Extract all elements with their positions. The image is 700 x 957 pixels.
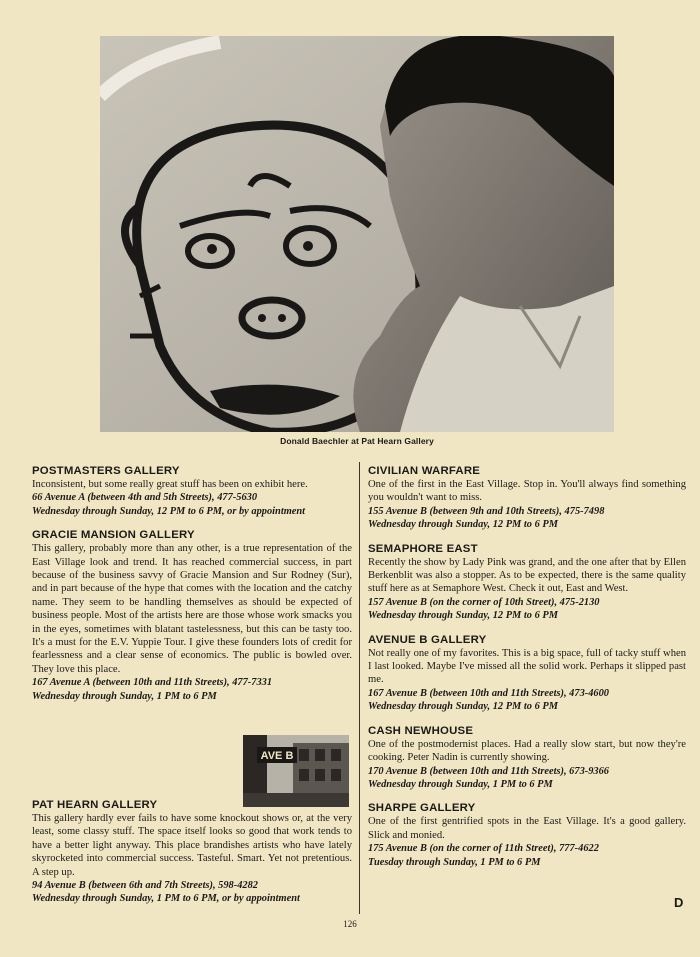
column-divider: [359, 462, 360, 914]
artist-photo: [100, 36, 614, 432]
page-number: 126: [343, 919, 357, 929]
gallery-name: POSTMASTERS GALLERY: [32, 465, 180, 477]
gallery-entry: [32, 798, 352, 906]
gallery-description: One of the postmodernist places. Had a really slow start, but now they're cooking. Peter Nadin is currently showing.: [368, 738, 686, 764]
gallery-entry: [368, 464, 686, 532]
gallery-name: AVENUE B GALLERY: [368, 633, 487, 646]
gallery-entry: [368, 801, 686, 869]
gallery-description: Recently the show by Lady Pink was grand, and the one after that by Ellen Berkenblit was also a stopper. As to be expected, there is the same quality stuff here as at Semaphore West. Check it out, East and West.: [368, 556, 686, 595]
gallery-description: One of the first gentrified spots in the East Village. It's a good gallery. Slick and monied.: [368, 816, 686, 841]
gallery-entry: [32, 528, 352, 703]
photo-drawing: [100, 36, 614, 432]
gallery-hours: Wednesday through Sunday, 1 PM to 6 PM, or by appointment: [32, 893, 300, 905]
gallery-address: 167 Avenue A (between 10th and 11th Streets), 477-7331: [32, 677, 273, 689]
gallery-entry: [368, 724, 686, 792]
gallery-entry: [368, 542, 686, 623]
gallery-description: This gallery, probably more than any other, is a true representation of the East Village look and trend. It has reached commercial success, in part because of the business savvy of Gracie Mansion and Sur Rodney (Sur), and in part because of the hype that comes with the location and the catchy name. They seem to be handling themselves as should be expected of business people. Most of the artists here are those whose work smacks you in the eyes, sometimes with blatant tastelessness, but this can be tasty too. It's a must for the E.V. Yuppie Tour. I give these founders lots of credit for fearlessness and a clear sense of economics. The public is bowled over. They love this place.: [32, 543, 352, 675]
gallery-name: SHARPE GALLERY: [368, 802, 476, 815]
gallery-hours: Wednesday through Sunday, 1 PM to 6 PM: [32, 690, 217, 702]
gallery-description: Inconsistent, but some really great stuff has been on exhibit here.: [32, 479, 308, 490]
gallery-hours: Wednesday through Sunday, 12 PM to 6 PM: [368, 701, 558, 713]
section-mark: D: [674, 895, 684, 910]
gallery-address: 94 Avenue B (between 6th and 7th Streets), 598-4282: [32, 880, 258, 892]
gallery-address: 175 Avenue B (on the corner of 11th Street), 777-4622: [368, 843, 599, 855]
gallery-address: 167 Avenue B (between 10th and 11th Streets), 473-4600: [368, 687, 610, 699]
gallery-name: GRACIE MANSION GALLERY: [32, 529, 195, 542]
gallery-entry: [368, 633, 686, 714]
street-sign: AVE B: [260, 750, 294, 762]
gallery-hours: Wednesday through Sunday, 12 PM to 6 PM: [368, 519, 558, 531]
gallery-hours: Wednesday through Sunday, 12 PM to 6 PM, or by appointment: [32, 505, 306, 517]
gallery-description: One of the first in the East Village. Stop in. You'll always find something you wouldn't want to miss.: [368, 479, 686, 504]
gallery-name: CIVILIAN WARFARE: [368, 465, 481, 477]
photo-caption: Donald Baechler at Pat Hearn Gallery: [280, 436, 434, 446]
gallery-name: CASH NEWHOUSE: [368, 724, 474, 737]
street-photo-drawing: [243, 735, 349, 807]
gallery-name: SEMAPHORE EAST: [368, 542, 478, 555]
street-photo: [243, 735, 349, 807]
gallery-description: This gallery hardly ever fails to have some knockout shows or, at the very least, some classy stuff. The space itself looks so good that work tends to have a better light anyway. This place brandishes artists who have lately skyrocketed into commercial success. Tasteful. Smart. Yet not pretentious. A step up.: [32, 813, 352, 878]
gallery-entry: [32, 464, 352, 518]
gallery-address: 170 Avenue B (between 10th and 11th Streets), 673-9366: [368, 765, 610, 777]
gallery-name: PAT HEARN GALLERY: [32, 799, 158, 811]
left-column: [32, 464, 352, 713]
gallery-hours: Wednesday through Sunday, 1 PM to 6 PM: [368, 778, 553, 790]
gallery-address: 157 Avenue B (on the corner of 10th Street), 475-2130: [368, 596, 600, 608]
right-column: [368, 464, 686, 879]
gallery-description: Not really one of my favorites. This is a big space, full of tacky stuff when I last looked. Maybe I've missed all the solid work. Perhaps it slipped past me.: [368, 647, 686, 686]
gallery-hours: Wednesday through Sunday, 12 PM to 6 PM: [368, 610, 558, 622]
gallery-hours: Tuesday through Sunday, 1 PM to 6 PM: [368, 856, 541, 868]
gallery-address: 155 Avenue B (between 9th and 10th Streets), 475-7498: [368, 505, 605, 517]
gallery-address: 66 Avenue A (between 4th and 5th Streets), 477-5630: [32, 492, 258, 504]
